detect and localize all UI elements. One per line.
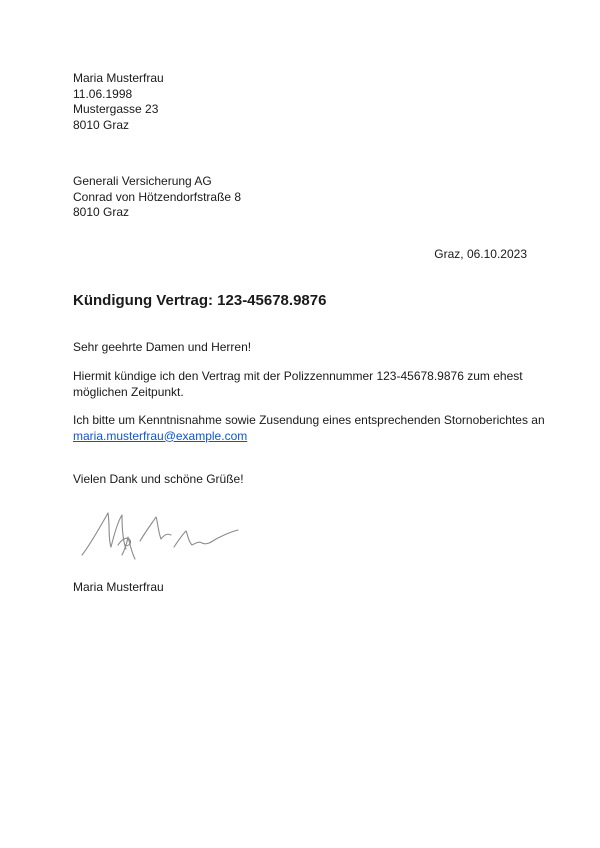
paragraph-line: möglichen Zeitpunkt. [73,384,184,399]
sender-city: 8010 Graz [73,117,130,132]
signer-name: Maria Musterfrau [73,580,164,594]
termination-paragraph [73,369,527,400]
paragraph-line: Ich bitte um Kenntnisnahme sowie Zusendung eines entsprechenden Stornoberichtes an [73,413,545,427]
signature-stroke [174,530,238,547]
recipient-address-block [73,174,527,221]
recipient-city: 8010 Graz [73,205,130,220]
sender-address-block [73,71,527,133]
closing-text: Vielen Dank und schöne Grüße! [73,472,244,486]
paragraph-line: Hiermit kündige ich den Vertrag mit der Polizzennummer 123-45678.9876 zum ehest [73,369,523,383]
signature-stroke [82,513,126,555]
sender-street: Mustergasse 23 [73,102,159,117]
sender-name: Maria Musterfrau [73,71,164,85]
confirmation-request-paragraph [73,413,545,444]
sender-birthdate: 11.06.1998 [73,86,133,101]
signature-stroke [140,517,171,541]
recipient-company: Generali Versicherung AG [73,174,212,188]
place-and-date: Graz, 06.10.2023 [434,247,527,261]
signer-block [73,580,527,596]
recipient-street: Conrad von Hötzendorfstraße 8 [73,189,242,204]
subject-line: Kündigung Vertrag: 123-45678.9876 [73,292,327,309]
closing [73,472,527,488]
handwritten-signature [78,505,248,565]
salutation-text: Sehr geehrte Damen und Herren! [73,340,252,354]
email-link[interactable]: maria.musterfrau@example.com [73,428,248,443]
salutation [73,340,527,356]
